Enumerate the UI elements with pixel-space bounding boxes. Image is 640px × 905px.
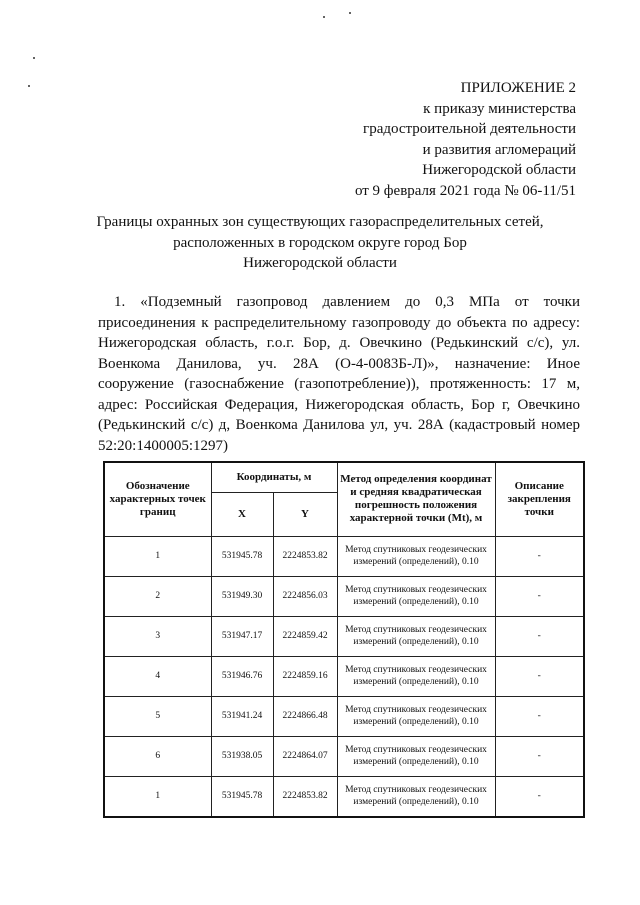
x-cell: 531941.24 xyxy=(211,696,273,736)
method-cell: Метод спутниковых геодезических измерений (определений), 0.10 xyxy=(337,696,495,736)
document-title xyxy=(60,212,580,274)
method-cell: Метод спутниковых геодезических измерений (определений), 0.10 xyxy=(337,536,495,576)
scan-speck xyxy=(349,12,351,14)
header-point: Обозначение характерных точек границ xyxy=(104,462,211,536)
title-line: расположенных в городском округе город Бор xyxy=(173,234,467,251)
point-cell: 1 xyxy=(104,536,211,576)
point-cell: 5 xyxy=(104,696,211,736)
fixing-cell: - xyxy=(495,536,584,576)
fixing-cell: - xyxy=(495,656,584,696)
y-cell: 2224853.82 xyxy=(273,536,337,576)
method-cell: Метод спутниковых геодезических измерений (определений), 0.10 xyxy=(337,656,495,696)
method-cell: Метод спутниковых геодезических измерений (определений), 0.10 xyxy=(337,736,495,776)
y-cell: 2224859.42 xyxy=(273,616,337,656)
table-row xyxy=(104,696,584,736)
title-line: Границы охранных зон существующих газораспределительных сетей, xyxy=(96,214,544,230)
header-coordinates: Координаты, м xyxy=(211,462,337,492)
scan-speck xyxy=(28,85,30,87)
y-cell: 2224853.82 xyxy=(273,776,337,817)
scan-speck xyxy=(33,57,35,59)
scan-speck xyxy=(323,16,325,18)
header-x: X xyxy=(211,492,273,536)
point-cell: 1 xyxy=(104,776,211,817)
x-cell: 531946.76 xyxy=(211,656,273,696)
fixing-cell: - xyxy=(495,616,584,656)
appendix-line: к приказу министерства xyxy=(423,100,576,117)
appendix-label: ПРИЛОЖЕНИЕ 2 xyxy=(460,80,576,96)
fixing-cell: - xyxy=(495,696,584,736)
method-cell: Метод спутниковых геодезических измерений (определений), 0.10 xyxy=(337,616,495,656)
y-cell: 2224864.07 xyxy=(273,736,337,776)
point-cell: 3 xyxy=(104,616,211,656)
header-method: Метод определения координат и средняя квадратическая погрешность положения характерной точки (Mt), м xyxy=(337,462,495,536)
x-cell: 531945.78 xyxy=(211,776,273,817)
coordinates-table xyxy=(103,461,585,818)
title-line: Нижегородской области xyxy=(243,255,397,271)
point-cell: 4 xyxy=(104,656,211,696)
method-cell: Метод спутниковых геодезических измерений (определений), 0.10 xyxy=(337,576,495,616)
object-description: 1. «Подземный газопровод давлением до 0,3 МПа от точки присоединения к распределительному газопроводу до объекта по адресу: Нижегородская область, г.о.г. Бор, д. Овечкино (Редькинский с/с), ул. Военкома Данилова, уч. 28А (О-4-0083Б-Л)», назначение: Иное сооружение (газоснабжение (газопотребление)), протяженность: 17 м, адрес: Российская Федерация, Нижегородская область, Бор г, Овечкино (Редькинский с/с) д, Военкома Данилова ул, уч. 28А (кадастровый номер 52:20:1400005:1297) xyxy=(98,294,580,454)
point-cell: 6 xyxy=(104,736,211,776)
y-cell: 2224856.03 xyxy=(273,576,337,616)
x-cell: 531938.05 xyxy=(211,736,273,776)
header-fixing: Описание закрепления точки xyxy=(495,462,584,536)
table-row xyxy=(104,536,584,576)
table-row xyxy=(104,736,584,776)
fixing-cell: - xyxy=(495,776,584,817)
table-row xyxy=(104,656,584,696)
fixing-cell: - xyxy=(495,576,584,616)
appendix-line: Нижегородской области xyxy=(422,162,576,178)
x-cell: 531945.78 xyxy=(211,536,273,576)
x-cell: 531949.30 xyxy=(211,576,273,616)
y-cell: 2224859.16 xyxy=(273,656,337,696)
appendix-line: и развития агломераций xyxy=(422,141,576,158)
table-row xyxy=(104,576,584,616)
appendix-header xyxy=(256,78,576,201)
x-cell: 531947.17 xyxy=(211,616,273,656)
appendix-order-date: от 9 февраля 2021 года № 06-11/51 xyxy=(354,182,576,199)
y-cell: 2224866.48 xyxy=(273,696,337,736)
method-cell: Метод спутниковых геодезических измерений (определений), 0.10 xyxy=(337,776,495,817)
fixing-cell: - xyxy=(495,736,584,776)
table-row xyxy=(104,776,584,817)
point-cell: 2 xyxy=(104,576,211,616)
table-row xyxy=(104,616,584,656)
appendix-line: градостроительной деятельности xyxy=(363,121,576,137)
header-y: Y xyxy=(273,492,337,536)
